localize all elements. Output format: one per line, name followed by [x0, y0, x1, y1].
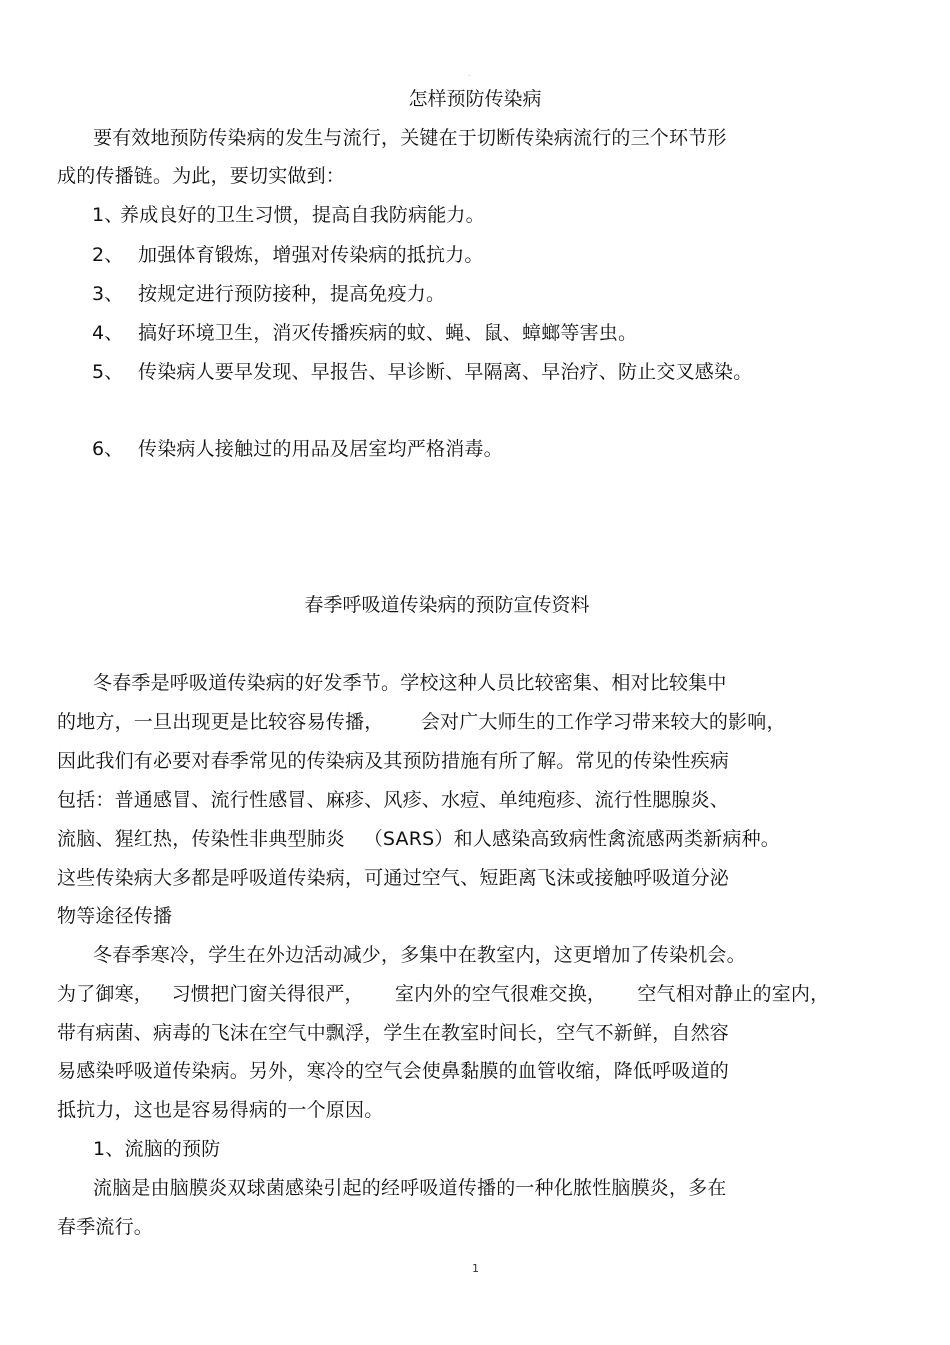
- section1-item-6-number: 6、: [92, 438, 124, 460]
- section1-title: 怎样预防传染病: [408, 88, 542, 110]
- section2-para2-line-1: 冬春季寒冷，学生在外边活动减少，多集中在教室内，这更增加了传染机会。: [93, 944, 746, 966]
- section2-para1-line-5: 流脑、猩红热，传染性非典型肺炎 （SARS）和人感染高致病性禽流感两类新病种。: [57, 828, 780, 850]
- section1-item-2-number: 2、: [92, 244, 124, 266]
- section1-item-5-number: 5、: [92, 361, 124, 383]
- section2-para1-line-6: 这些传染病大多都是呼吸道传染病，可通过空气、短距离飞沫或接触呼吸道分泌: [57, 867, 730, 889]
- section2-sub1-line-2: 春季流行。: [57, 1216, 154, 1238]
- section2-para2-line-2: 为了御寒， 习惯把门窗关得很严， 室内外的空气很难交换， 空气相对静止的室内，: [57, 983, 830, 1005]
- section1-item-1-text: 养成良好的卫生习惯，提高自我防病能力。: [120, 204, 485, 226]
- section2-para2-line-5: 抵抗力，这也是容易得病的一个原因。: [57, 1099, 384, 1121]
- section2-para1-line-7: 物等途径传播: [57, 905, 173, 927]
- section2-para1-line-2: 的地方，一旦出现更是比较容易传播， 会对广大师生的工作学习带来较大的影响，: [57, 711, 786, 733]
- header-mark: -: [468, 72, 471, 79]
- section2-para1-line-4: 包括：普通感冒、流行性感冒、麻疹、风疹、水痘、单纯疱疹、流行性腮腺炎、: [57, 789, 730, 811]
- section1-item-4-text: 搞好环境卫生，消灭传播疾病的蚊、蝇、鼠、蟑螂等害虫。: [138, 322, 638, 344]
- section1-item-3-text: 按规定进行预防接种，提高免疫力。: [138, 283, 446, 305]
- section2-title: 春季呼吸道传染病的预防宣传资料: [304, 594, 590, 616]
- section2-para1-line-3: 因此我们有必要对春季常见的传染病及其预防措施有所了解。常见的传染性疾病: [57, 750, 730, 772]
- section1-intro-line-1: 要有效地预防传染病的发生与流行，关键在于切断传染病流行的三个环节形: [93, 127, 727, 149]
- section1-item-5-text: 传染病人要早发现、早报告、早诊断、早隔离、早治疗、防止交叉感染。: [138, 361, 753, 383]
- section2-sub1-line-1: 流脑是由脑膜炎双球菌感染引起的经呼吸道传播的一种化脓性脑膜炎，多在: [93, 1177, 727, 1199]
- section2-para1-line-1: 冬春季是呼吸道传染病的好发季节。学校这种人员比较密集、相对比较集中: [93, 672, 727, 694]
- section1-item-2-text: 加强体育锻炼，增强对传染病的抵抗力。: [138, 244, 484, 266]
- section1-item-4-number: 4、: [92, 322, 124, 344]
- section1-item-6-text: 传染病人接触过的用品及居室均严格消毒。: [138, 438, 503, 460]
- page-number: 1: [472, 1262, 479, 1275]
- section2-para2-line-3: 带有病菌、病毒的飞沫在空气中飘浮，学生在教室时间长，空气不新鲜，自然容: [57, 1022, 730, 1044]
- section1-intro-line-2: 成的传播链。为此，要切实做到：: [57, 165, 346, 187]
- section1-item-1-number: 1、: [92, 204, 124, 226]
- section2-sub1-heading: 1、流脑的预防: [93, 1138, 221, 1160]
- section2-para2-line-4: 易感染呼吸道传染病。另外，寒冷的空气会使鼻黏膜的血管收缩，降低呼吸道的: [57, 1060, 730, 1082]
- section1-item-3-number: 3、: [92, 283, 124, 305]
